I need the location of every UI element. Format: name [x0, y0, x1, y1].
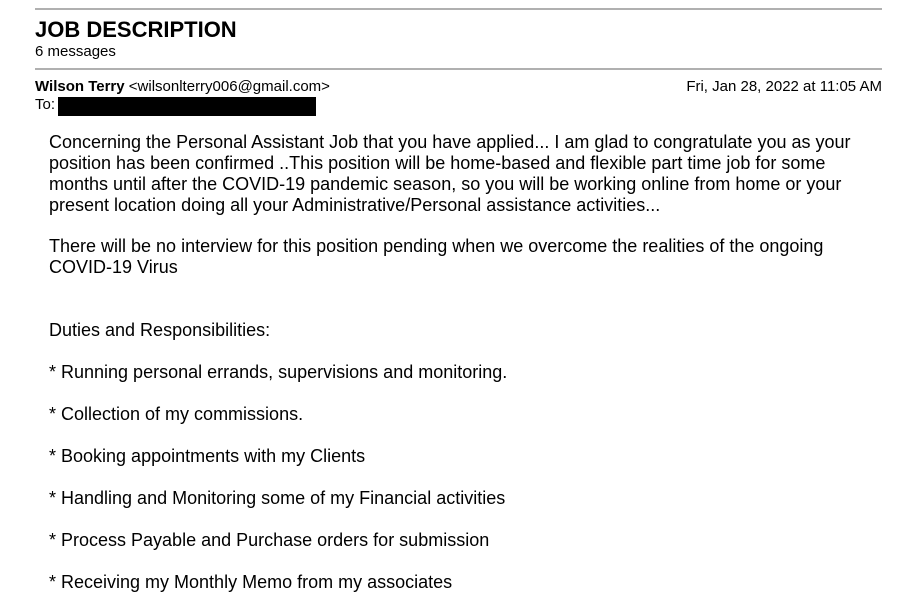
duty-item: * Handling and Monitoring some of my Financial activities — [49, 488, 506, 508]
recipient-redaction — [58, 97, 316, 116]
duty-item: * Collection of my commissions. — [49, 404, 304, 424]
header-divider — [35, 68, 882, 70]
email-date: Fri, Jan 28, 2022 at 11:05 AM — [686, 78, 882, 95]
body-paragraph-1: Concerning the Personal Assistant Job that you have applied... I am glad to congratulate you as your position has been confirmed ..This position will be home-based and flexible part time job for some months until after the COVID-19 pandemic season, so you will be working online from home or your present location doing all your Administrative/Personal assistance activities... — [49, 132, 851, 215]
sender-line — [35, 78, 330, 96]
body-paragraph-2: There will be no interview for this position pending when we overcome the realities of the ongoing COVID-19 Virus — [49, 236, 824, 277]
duty-item: * Booking appointments with my Clients — [49, 446, 366, 466]
duties-heading: Duties and Responsibilities: — [49, 320, 271, 340]
duty-item: * Process Payable and Purchase orders for submission — [49, 530, 490, 550]
sender-name: Wilson Terry — [35, 78, 125, 95]
top-divider — [35, 8, 882, 10]
duty-item: * Running personal errands, supervisions and monitoring. — [49, 362, 508, 382]
recipient-label: To: — [35, 96, 56, 113]
email-subject: JOB DESCRIPTION — [35, 17, 237, 42]
sender-address: <wilsonlterry006@gmail.com> — [128, 78, 330, 95]
message-count: 6 messages — [35, 43, 116, 60]
duty-item: * Receiving my Monthly Memo from my associates — [49, 572, 453, 592]
